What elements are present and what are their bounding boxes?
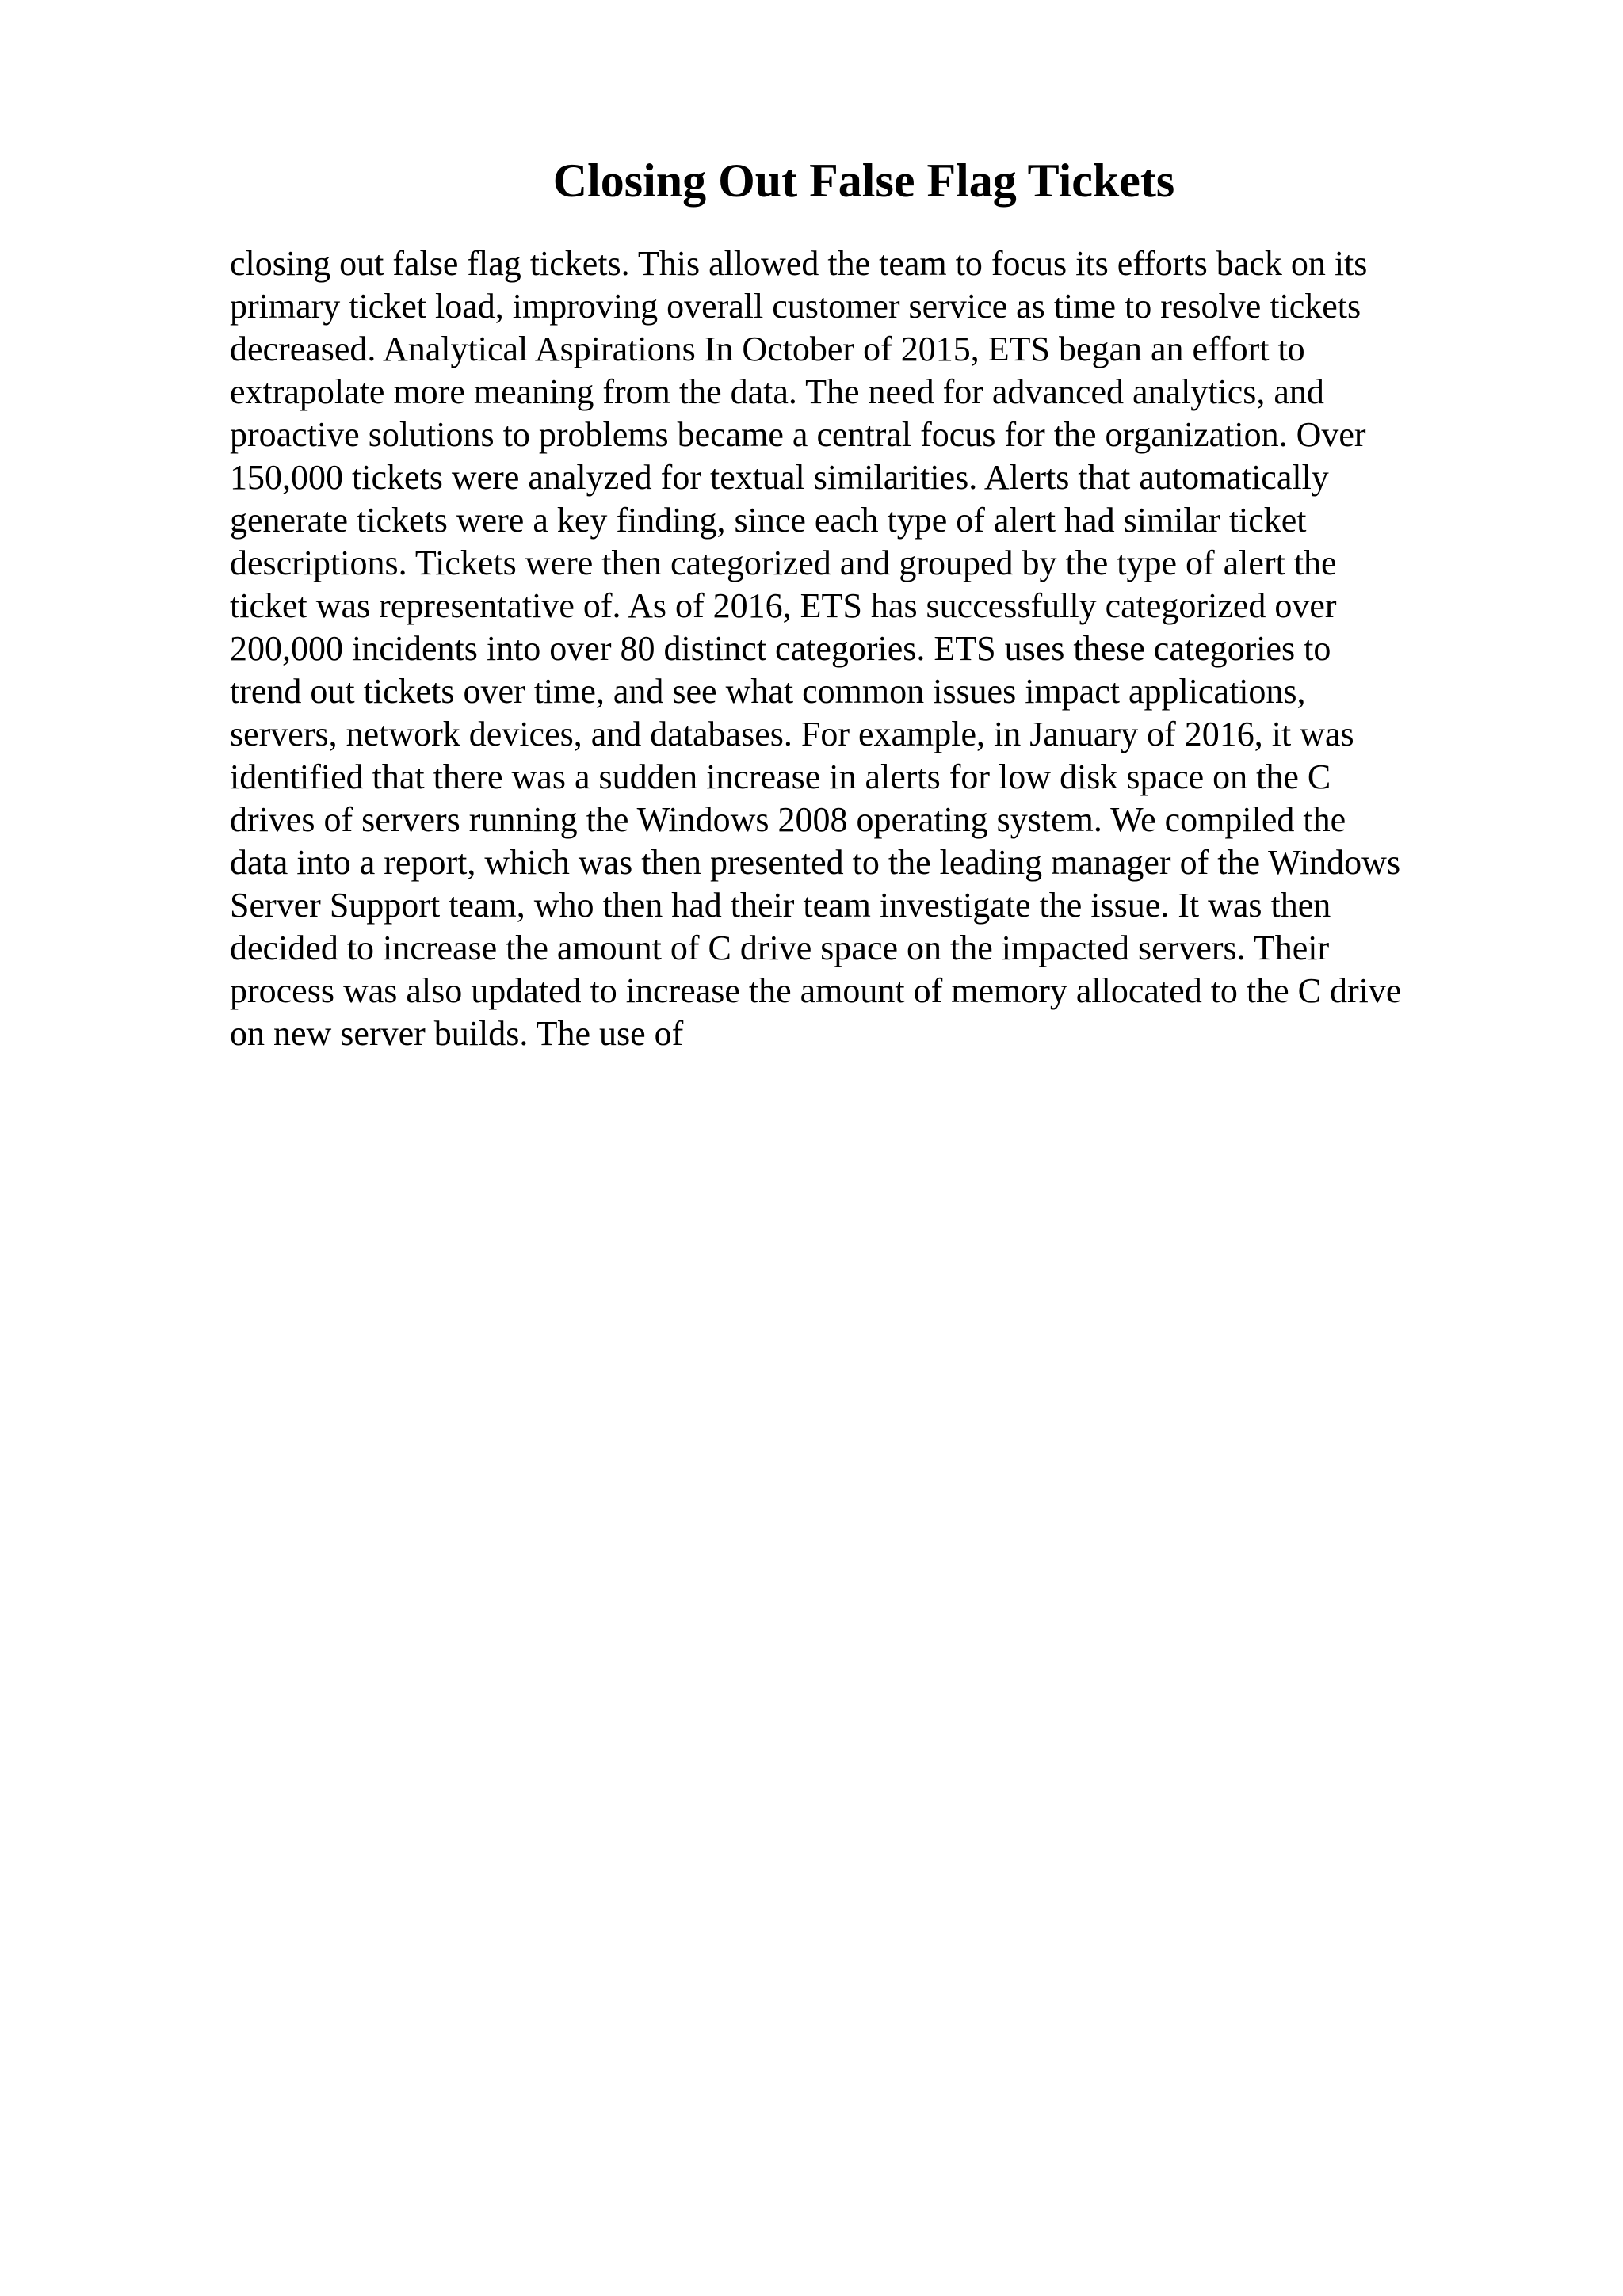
body-line: descriptions. Tickets were then categorized and grouped by the type of alert the bbox=[230, 543, 1337, 582]
body-line: 200,000 incidents into over 80 distinct categories. ETS uses these categories to bbox=[230, 629, 1331, 668]
body-line: trend out tickets over time, and see what common issues impact applications, bbox=[230, 672, 1306, 711]
body-line: process was also updated to increase the amount of memory allocated to the C drive bbox=[230, 971, 1402, 1010]
body-line: Server Support team, who then had their team investigate the issue. It was then bbox=[230, 886, 1331, 925]
body-line: primary ticket load, improving overall customer service as time to resolve tickets bbox=[230, 287, 1361, 326]
body-line: extrapolate more meaning from the data. The need for advanced analytics, and bbox=[230, 372, 1324, 411]
body-line: decided to increase the amount of C drive space on the impacted servers. Their bbox=[230, 929, 1330, 967]
body-paragraph bbox=[230, 242, 1482, 1055]
body-line: 150,000 tickets were analyzed for textual similarities. Alerts that automatically bbox=[230, 458, 1329, 497]
body-line: on new server builds. The use of bbox=[230, 1014, 684, 1053]
page-title: Closing Out False Flag Tickets bbox=[552, 154, 1175, 207]
body-line: ticket was representative of. As of 2016, ETS has successfully categorized over bbox=[230, 586, 1337, 625]
body-line: closing out false flag tickets. This allowed the team to focus its efforts back on its bbox=[230, 244, 1368, 283]
body-line: identified that there was a sudden increase in alerts for low disk space on the C bbox=[230, 757, 1331, 796]
body-line: servers, network devices, and databases. For example, in January of 2016, it was bbox=[230, 715, 1354, 753]
body-line: proactive solutions to problems became a central focus for the organization. Over bbox=[230, 415, 1366, 454]
body-line: data into a report, which was then presented to the leading manager of the Windows bbox=[230, 843, 1401, 882]
body-line: drives of servers running the Windows 2008 operating system. We compiled the bbox=[230, 800, 1346, 839]
body-line: decreased. Analytical Aspirations In October of 2015, ETS began an effort to bbox=[230, 330, 1305, 368]
body-line: generate tickets were a key finding, since each type of alert had similar ticket bbox=[230, 501, 1307, 540]
